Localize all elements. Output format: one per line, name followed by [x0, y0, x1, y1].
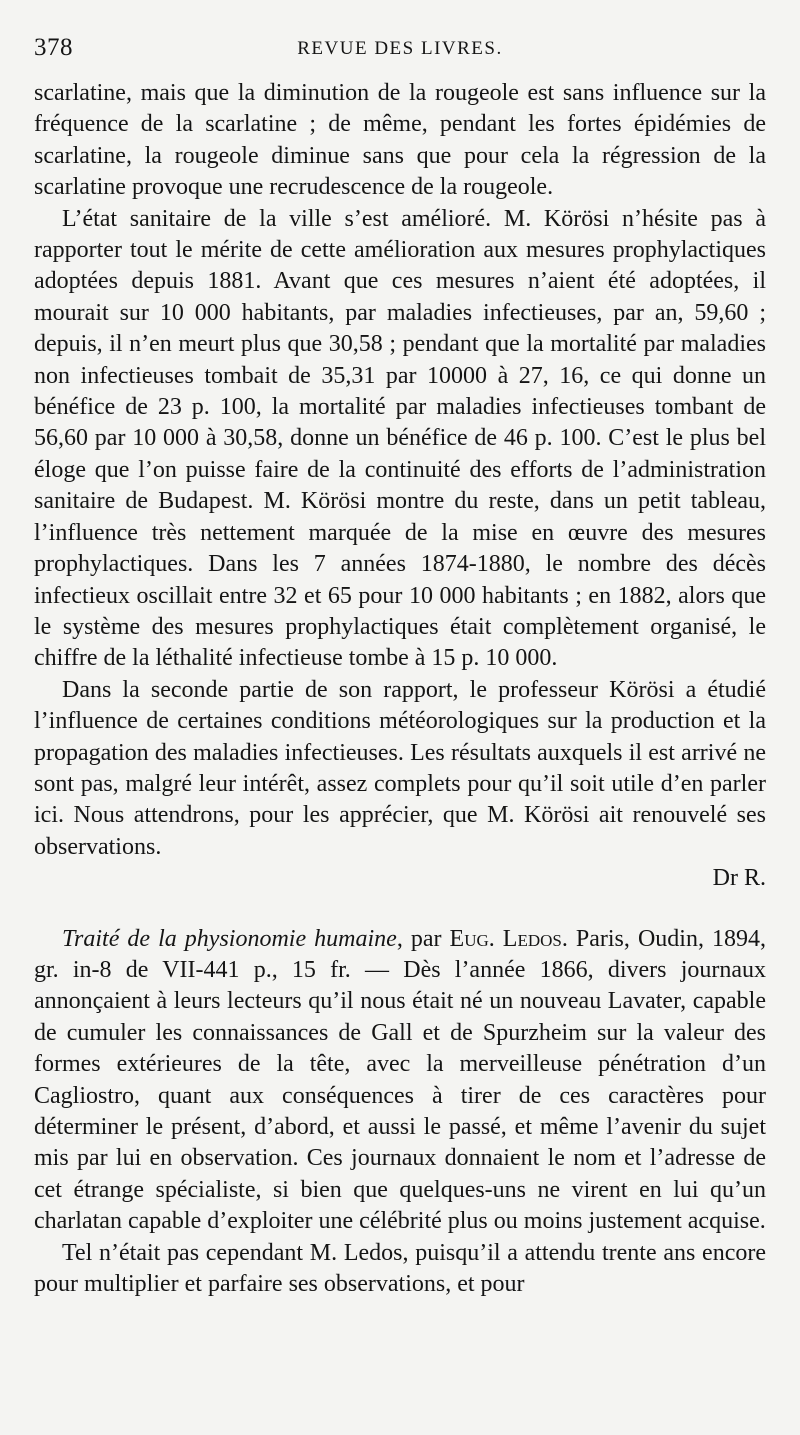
article-paragraph-meteorology [34, 675, 766, 895]
page-header [34, 34, 766, 64]
page-body [34, 78, 766, 1300]
book-author: Eug. Ledos [449, 925, 562, 952]
article-paragraph-continuation: scarlatine, mais que la diminution de la rougeole est sans influence sur la fréquence de la scarlatine ; de même, pendant les fortes épidémies de scarlatine, la rougeole diminue sans que pour cela la régression de la scarlatine provoque une recrudescence de la rougeole. [34, 80, 766, 201]
review-paragraph-continuation: Tel n’était pas cependant M. Ledos, puisqu’il a attendu trente ans encore pour multiplier et parfaire ses observations, et pour [34, 1239, 766, 1298]
author-signature: Dr R. [712, 865, 766, 892]
author-prefix: , par [396, 925, 450, 952]
book-title: Traité de la physionomie humaine [62, 925, 397, 952]
page-number: 378 [34, 34, 73, 61]
book-review [34, 924, 766, 1301]
article-paragraph-meteorology-text: Dans la seconde partie de son rapport, le professeur Körösi a étudié l’influence de certaines conditions météorologiques sur la production et la propagation des maladies infectieuses. Les résultats auxquels il est arrivé ne sont pas, malgré leur intérêt, assez complets pour qu’il soit utile d’en parler ici. Nous attendrons, pour les apprécier, que M. Körösi ait renouvelé ses observations. [34, 676, 766, 860]
running-title: REVUE DES LIVRES. [297, 38, 503, 59]
article-paragraph-health-status: L’état sanitaire de la ville s’est amélioré. M. Körösi n’hésite pas à rapporter tout le mérite de cette amélioration aux mesures prophylactiques adoptées depuis 1881. Avant que ces mesures n’aient été adoptées, il mourait sur 10 000 habitants, par maladies infectieuses, par an, 59,60 ; depuis, il n’en meurt plus que 30,58 ; pendant que la mortalité par maladies non infectieuses tombait de 35,31 par 10000 à 27, 16, ce qui donne un bénéfice de 23 p. 100, la mortalité par maladies infectieuses tombant de 56,60 par 10 000 à 30,58, donne un bénéfice de 46 p. 100. C’est le plus bel éloge que l’on puisse faire de la continuité des efforts de l’administration sanitaire de Budapest. M. Körösi montre du reste, dans un petit tableau, l’influence très nettement marquée de la mise en œuvre des mesures prophylactiques. Dans les 7 années 1874-1880, le nombre des décès infectieux oscillait entre 32 et 65 pour 10 000 habitants ; en 1882, alors que le système des mesures prophylactiques était complètement organisé, le chiffre de la léthalité infectieuse tombe à 15 p. 10 000. [34, 205, 766, 672]
review-paragraph-introduction [34, 924, 766, 1238]
publication-details-and-review-text: . Paris, Oudin, 1894, gr. in-8 de VII-441 p., 15 fr. — Dès l’année 1866, divers journaux annonçaient à leurs lecteurs qu’il nous était né un nouveau Lavater, capable de cumuler les connaissances de Gall et de Spurzheim sur la valeur des formes extérieures de la tête, avec la merveilleuse pénétration d’un Cagliostro, quant aux conséquences à tirer de ces caractères pour déterminer le présent, d’abord, et aussi le passé, et même l’avenir du sujet mis par lui en observation. Ces journaux donnaient le nom et l’adresse de cet étrange spécialiste, si bien que quelques-uns ne virent en lui qu’un charlatan capable d’exploiter une célébrité plus ou moins justement acquise. [34, 925, 766, 1235]
